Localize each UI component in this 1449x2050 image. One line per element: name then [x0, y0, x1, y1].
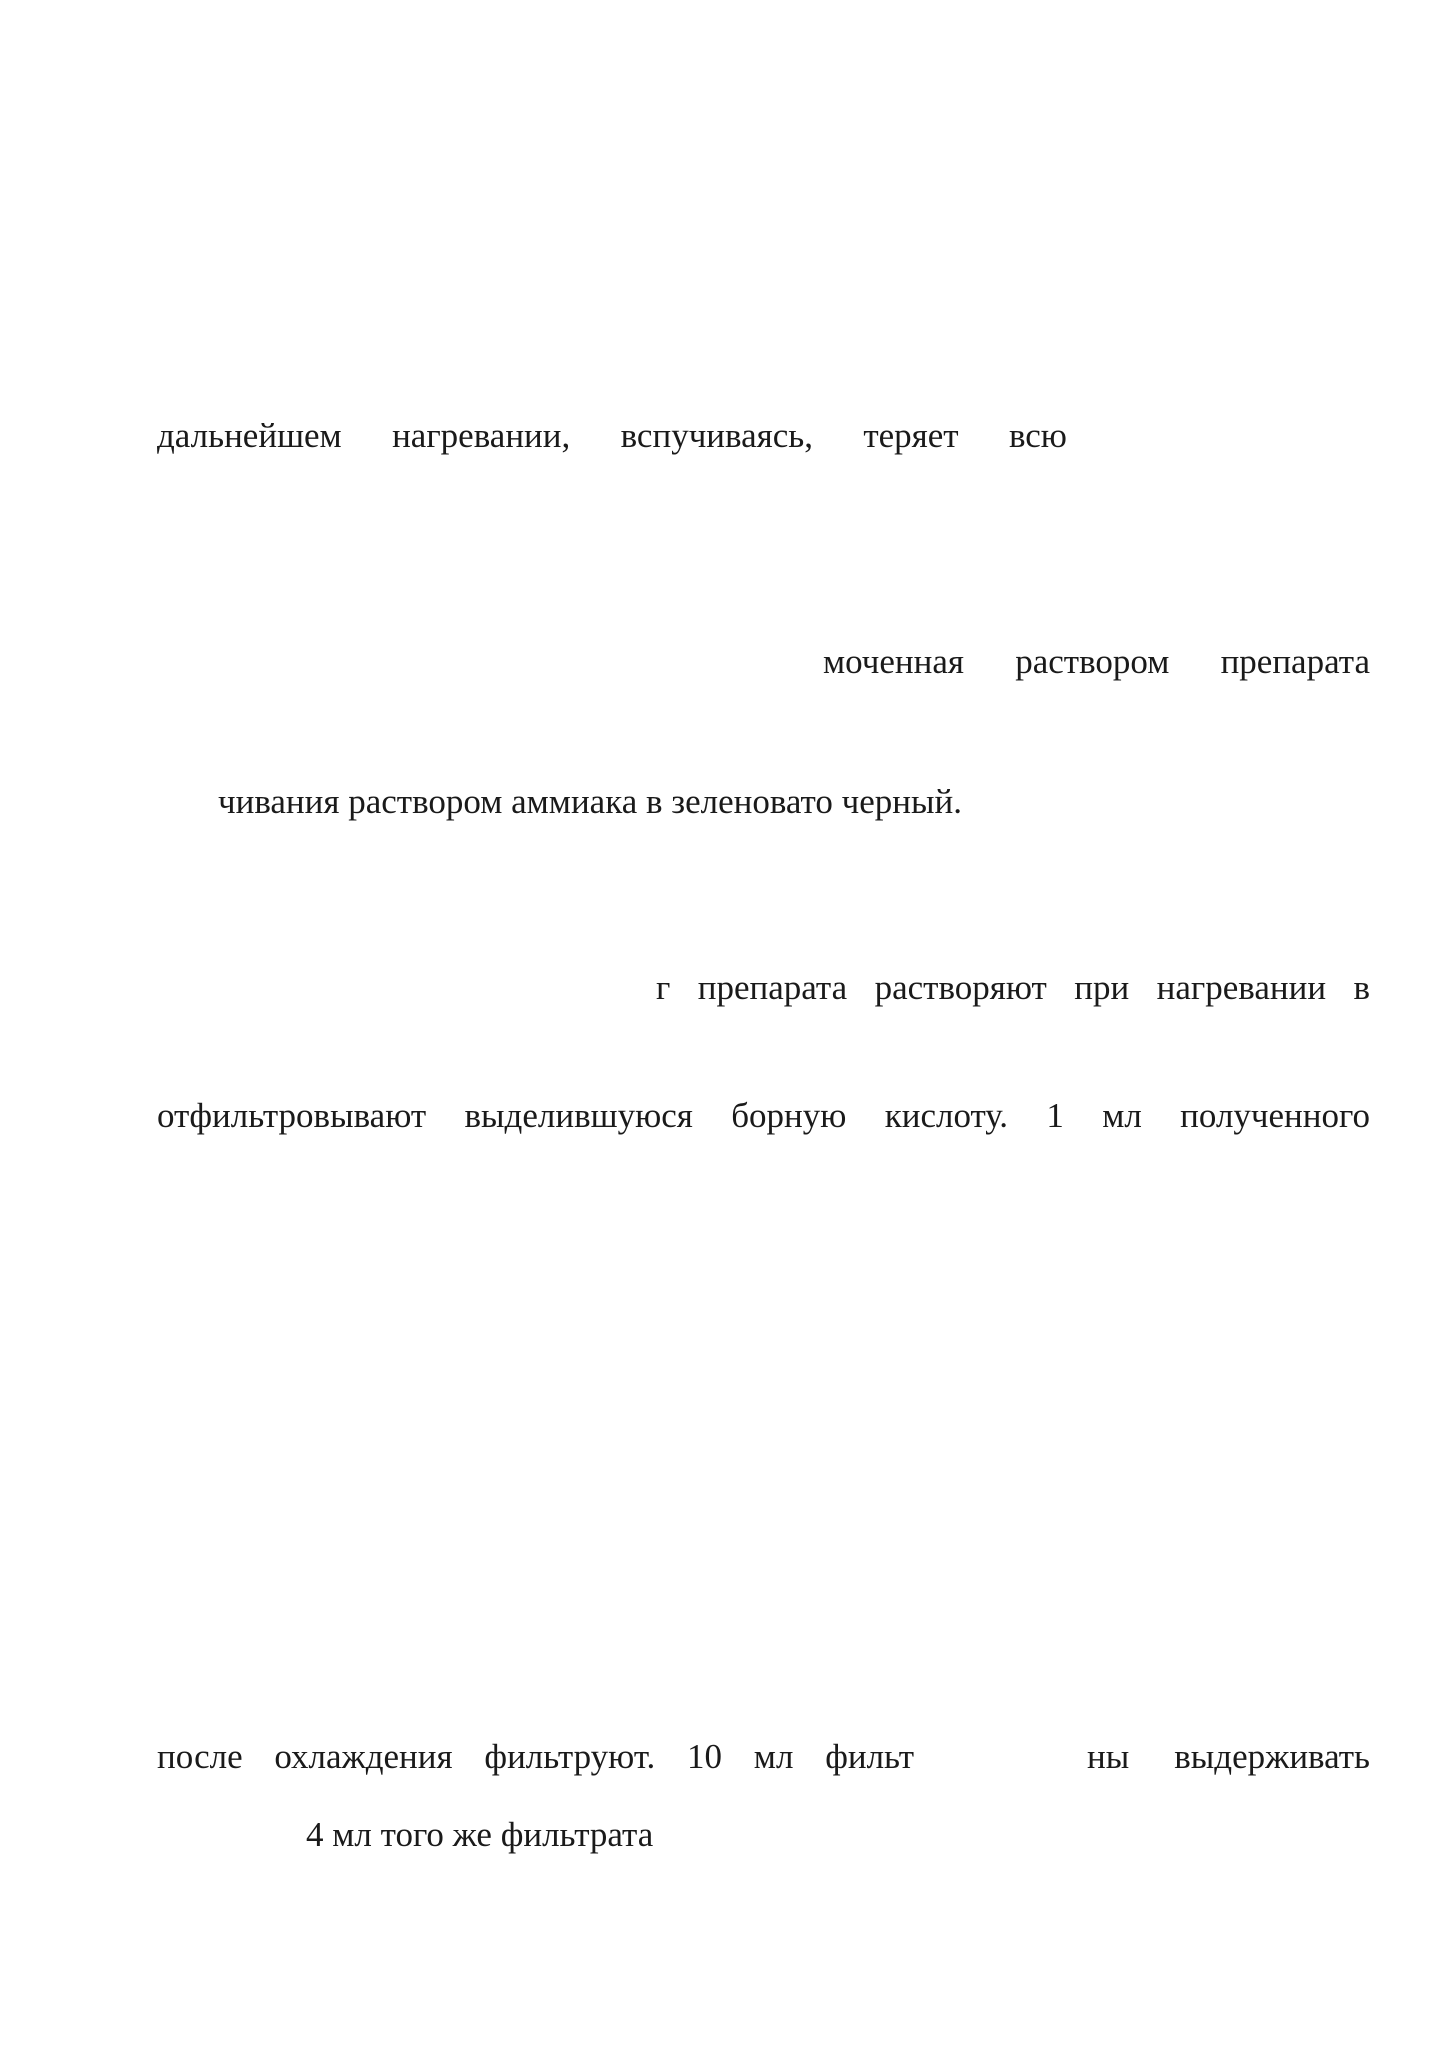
- word: всю: [1008, 416, 1067, 455]
- word: теряет: [863, 416, 959, 455]
- word: отфильтровывают: [157, 1096, 427, 1135]
- text-line-1: [157, 414, 1067, 458]
- text-line-3: чивания раствором аммиака в зеленовато черный.: [218, 782, 962, 821]
- word: г: [656, 968, 671, 1007]
- word: полученного: [1180, 1096, 1370, 1135]
- word: раствором: [1015, 642, 1170, 681]
- word: препарата: [697, 968, 848, 1007]
- text-line-2: [823, 640, 1370, 684]
- text-line-6-left: [157, 1735, 914, 1779]
- word: нагревании: [1156, 968, 1327, 1007]
- word: охлаждения: [274, 1737, 453, 1776]
- word: препарата: [1220, 642, 1370, 681]
- word: в: [1353, 968, 1370, 1007]
- word: при: [1074, 968, 1130, 1007]
- word: борную: [731, 1096, 847, 1135]
- word: мл: [1102, 1096, 1142, 1135]
- text-line-6-right: [1087, 1735, 1370, 1779]
- text-line-4: [656, 966, 1370, 1010]
- word: 1: [1046, 1096, 1064, 1135]
- word: нагревании,: [392, 416, 571, 455]
- word: фильтруют.: [484, 1737, 656, 1776]
- text-line-7: 4 мл того же фильтрата: [306, 1815, 654, 1854]
- word: выделившуюся: [464, 1096, 693, 1135]
- word: вспучиваясь,: [620, 416, 813, 455]
- word: кислоту.: [884, 1096, 1009, 1135]
- word: мл: [753, 1737, 794, 1776]
- text-line-5: [157, 1094, 1370, 1138]
- word: моченная: [823, 642, 964, 681]
- word: фильт: [825, 1737, 914, 1776]
- word: растворяют: [874, 968, 1047, 1007]
- word: выдерживать: [1174, 1737, 1370, 1776]
- word: 10: [687, 1737, 723, 1776]
- word: дальнейшем: [157, 416, 342, 455]
- word: после: [157, 1737, 243, 1776]
- word: ны: [1087, 1737, 1130, 1776]
